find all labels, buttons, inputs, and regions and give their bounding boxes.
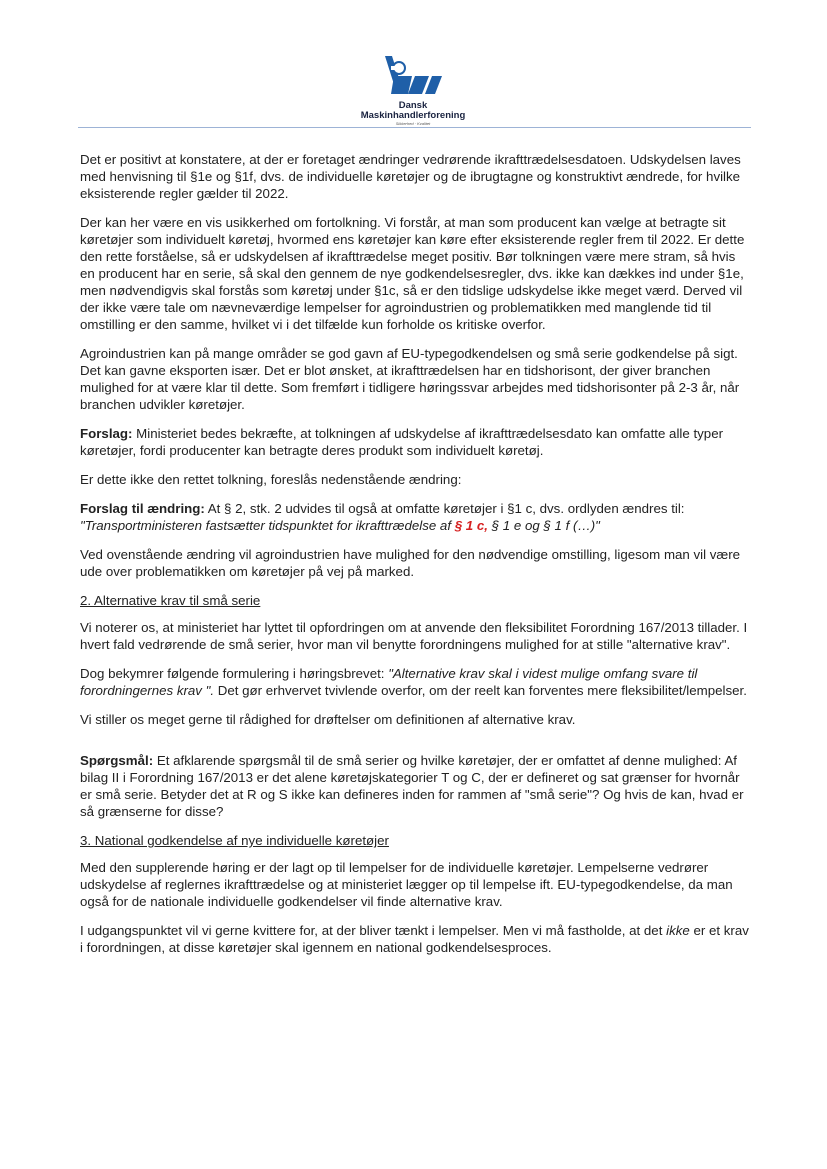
quote-part: "Transportministeren fastsætter tidspunktet for ikrafttrædelse af xyxy=(80,518,455,533)
paragraph: Med den supplerende høring er der lagt op til lempelser for de individuelle køretøjer. Lempelserne vedrører udskydelse af reglernes ikrafttrædelse og at ministeriet lægger op til lempelse ift. EU-typegodkendelse, da man også for de nationale individuelle godkendelser vil finde alternative krav. xyxy=(80,860,733,909)
brand-tagline: Sikkerhed · Kvalitet xyxy=(395,121,431,126)
text-part: er et krav i forordningen, at disse køretøjer skal igennem en national godkendelsesproces. xyxy=(80,923,749,955)
quote-highlight: § 1 c, xyxy=(454,518,488,533)
quote-part: § 1 e og § 1 f (…)" xyxy=(488,518,600,533)
section-heading: 3. National godkendelse af nye individuelle køretøjer xyxy=(80,833,389,848)
letter-body xyxy=(80,151,752,968)
question-text: Et afklarende spørgsmål til de små serier og hvilke køretøjer, der er omfattet af denne mulighed: Af bilag II i Forordning 167/2013 er det alene køretøjskategorier T og C, der er defineret og sat grænser for hvornår er små serie. Betyder det at R og S ikke kan defineres inden for rammen af "små serie"? Og hvis de kan, hvad er så grænserne for disse? xyxy=(80,753,744,819)
brand-name-line1: Dansk xyxy=(398,100,428,111)
dansk-maskinhandlerforening-logo-icon xyxy=(382,52,444,98)
emphasis: ikke xyxy=(666,923,690,938)
paragraph: Er dette ikke den rettet tolkning, foreslås nedenstående ændring: xyxy=(80,472,462,487)
quote: "Alternative krav skal i videst mulige omfang svare til forordningernes krav ". xyxy=(80,666,698,698)
paragraph xyxy=(80,665,752,699)
amendment-text: At § 2, stk. 2 udvides til også at omfatte køretøjer i §1 c, dvs. ordlyden ændres til: xyxy=(204,501,685,516)
logo xyxy=(354,52,472,126)
amendment-paragraph xyxy=(80,500,752,534)
proposal-label: Forslag: xyxy=(80,426,133,441)
question-paragraph xyxy=(80,752,752,820)
text-part: I udgangspunktet vil vi gerne kvittere for, at der bliver tænkt i lempelser. Men vi må fastholde, at det xyxy=(80,923,667,938)
paragraph: Agroindustrien kan på mange områder se god gavn af EU-typegodkendelsen og små serie godkendelse på sigt. Det kan gavne eksporten især. Det er blot ønsket, at ikrafttrædelsen har en tidshorisont, der giver branchen mulighed for at være klar til dette. Som fremført i tidligere høringssvar arbejdes med tidshorisonter på 2-3 år, når branchen udvikler køretøjer. xyxy=(80,346,740,412)
paragraph xyxy=(80,922,752,956)
paragraph: Ved ovenstående ændring vil agroindustrien have mulighed for den nødvendige omstilling, ligesom man vil være ude over problematikken om køretøjer på vej på marked. xyxy=(80,547,741,579)
section-heading: 2. Alternative krav til små serie xyxy=(80,593,261,608)
text-part: Det gør erhvervet tvivlende overfor, om der reelt kan forventes mere fleksibilitet/lempelser. xyxy=(214,683,747,698)
proposal-paragraph xyxy=(80,425,752,459)
paragraph: Det er positivt at konstatere, at der er foretaget ændringer vedrørende ikrafttrædelsesdatoen. Udskydelsen laves med henvisning til §1e og §1f, dvs. de individuelle køretøjer og de ibrugtagne og konstruktivt ændrede, for hvilke eksisterende regler gælder til 2022. xyxy=(80,152,741,201)
amendment-quote xyxy=(80,518,600,533)
paragraph: Vi noterer os, at ministeriet har lyttet til opfordringen om at anvende den fleksibilitet Forordning 167/2013 tillader. I hvert fald vedrørende de små serier, hvor man vil benytte forordningens mulighed for at stille "alternative krav". xyxy=(80,620,748,652)
paragraph: Der kan her være en vis usikkerhed om fortolkning. Vi forstår, at man som producent kan vælge at betragte sit køretøjer som individuelt køretøj, hvormed ens køretøjer kan køre efter eksisterende regler frem til 2022. Er dette den rette forståelse, så er udskydelsen af ikrafttrædelse meget positiv. Bør tolkningen være mere stram, så hvis en producent har en serie, så skal den gennem de nye godkendelsesregler, dvs. ikke kan dækkes ind under §1e, men nødvendigvis skal forstås som køretøj under §1c, så er den tidslige udskydelse ikke meget værd. Derved vil der ikke være tale om nævneværdige lempelser for agroindustrien og problematikken med manglende tid til omstilling er den samme, hvilket vi i det tilfælde kun forholde os kritiske overfor. xyxy=(80,215,745,332)
amendment-label: Forslag til ændring: xyxy=(80,501,205,516)
text-part: Dog bekymrer følgende formulering i høringsbrevet: xyxy=(80,666,389,681)
question-label: Spørgsmål: xyxy=(80,753,154,768)
brand-name-line2: Maskinhandlerforening xyxy=(360,110,466,121)
header-divider xyxy=(78,127,751,128)
proposal-text: Ministeriet bedes bekræfte, at tolkningen af udskydelse af ikrafttrædelsesdato kan omfatte alle typer køretøjer, fordi producenter kan betragte deres produkt som individuelt køretøj. xyxy=(80,426,724,458)
paragraph: Vi stiller os meget gerne til rådighed for drøftelser om definitionen af alternative krav. xyxy=(80,712,576,727)
